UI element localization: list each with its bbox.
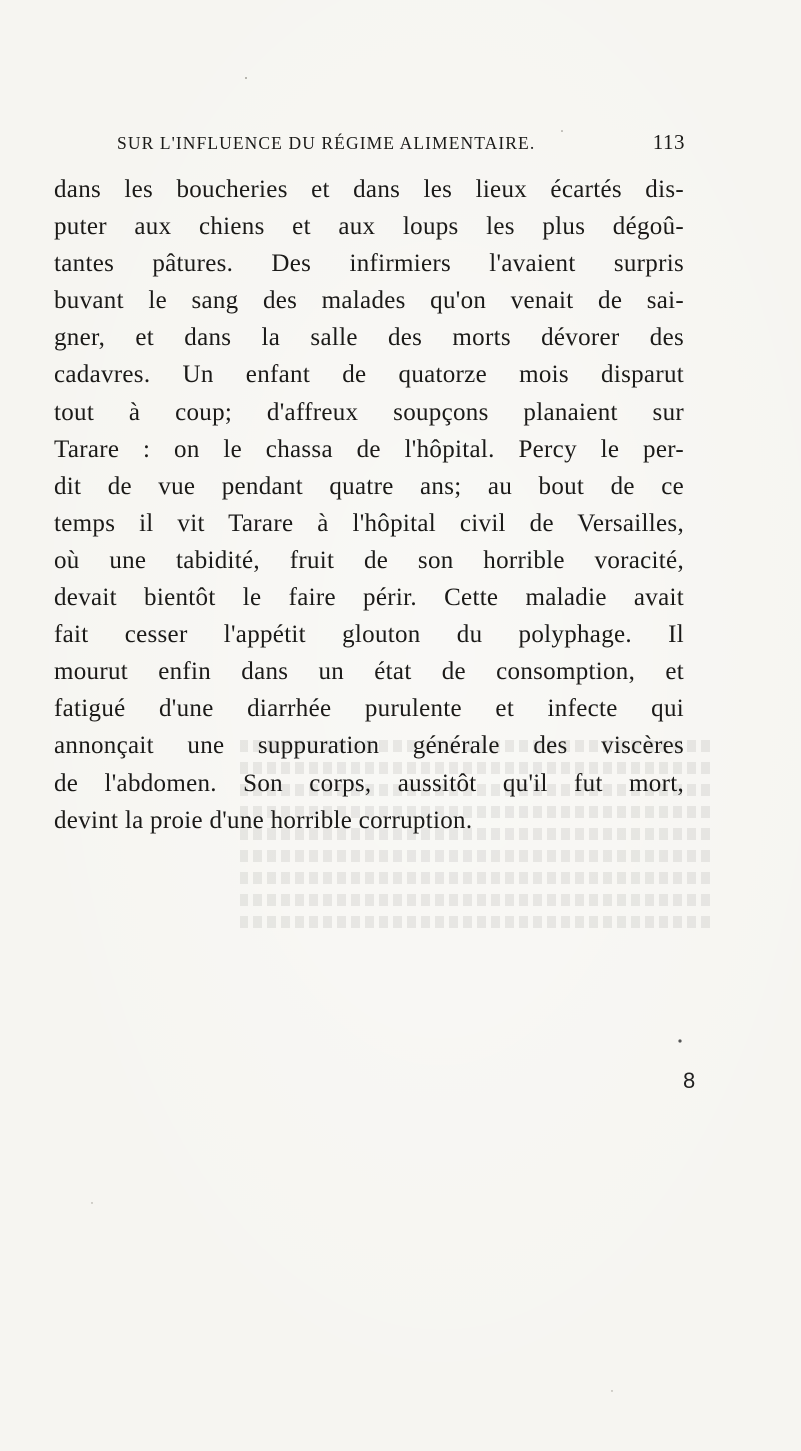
text-line: temps il vit Tarare à l'hôpital civil de Versailles, [54,509,684,537]
text-line: annonçait une suppuration générale des viscères [54,732,684,760]
running-head-title: SUR L'INFLUENCE DU RÉGIME ALIMENTAIRE. [117,133,536,153]
show-through-line [240,916,710,928]
show-through-line [240,894,710,906]
body-text [54,171,684,839]
text-line: tout à coup; d'affreux soupçons planaient sur [54,398,684,426]
text-line: devait bientôt le faire périr. Cette maladie avait [54,584,684,612]
speck [245,77,247,79]
text-line: fatigué d'une diarrhée purulente et infecte qui [54,695,684,723]
text-line: cadavres. Un enfant de quatorze mois disparut [54,361,684,389]
text-line: gner, et dans la salle des morts dévorer des [54,324,684,352]
speck [91,1202,92,1203]
text-line: de l'abdomen. Son corps, aussitôt qu'il fut mort, [54,769,684,797]
text-line-last: devint la proie d'une horrible corruption. [54,806,473,834]
text-line: buvant le sang des malades qu'on venait de sai- [54,287,684,315]
speck [678,1039,681,1042]
text-line: dans les boucheries et dans les lieux écartés dis- [54,176,684,203]
text-line: tantes pâtures. Des infirmiers l'avaient surpris [54,250,684,278]
text-line: fait cesser l'appétit glouton du polyphage. Il [54,621,684,649]
text-line: où une tabidité, fruit de son horrible voracité, [54,546,684,574]
show-through-line [240,850,710,862]
speck [561,130,563,132]
text-line: dit de vue pendant quatre ans; au bout de ce [54,472,684,500]
show-through-line [240,872,710,884]
text-line: puter aux chiens et aux loups les plus dégoû- [54,213,684,241]
signature-mark: 8 [683,1068,696,1093]
page-number: 113 [652,130,685,154]
running-head [117,130,685,163]
speck [611,1390,612,1391]
text-line: mourut enfin dans un état de consomption, et [54,658,684,686]
text-line: Tarare : on le chassa de l'hôpital. Percy le per- [54,435,684,463]
